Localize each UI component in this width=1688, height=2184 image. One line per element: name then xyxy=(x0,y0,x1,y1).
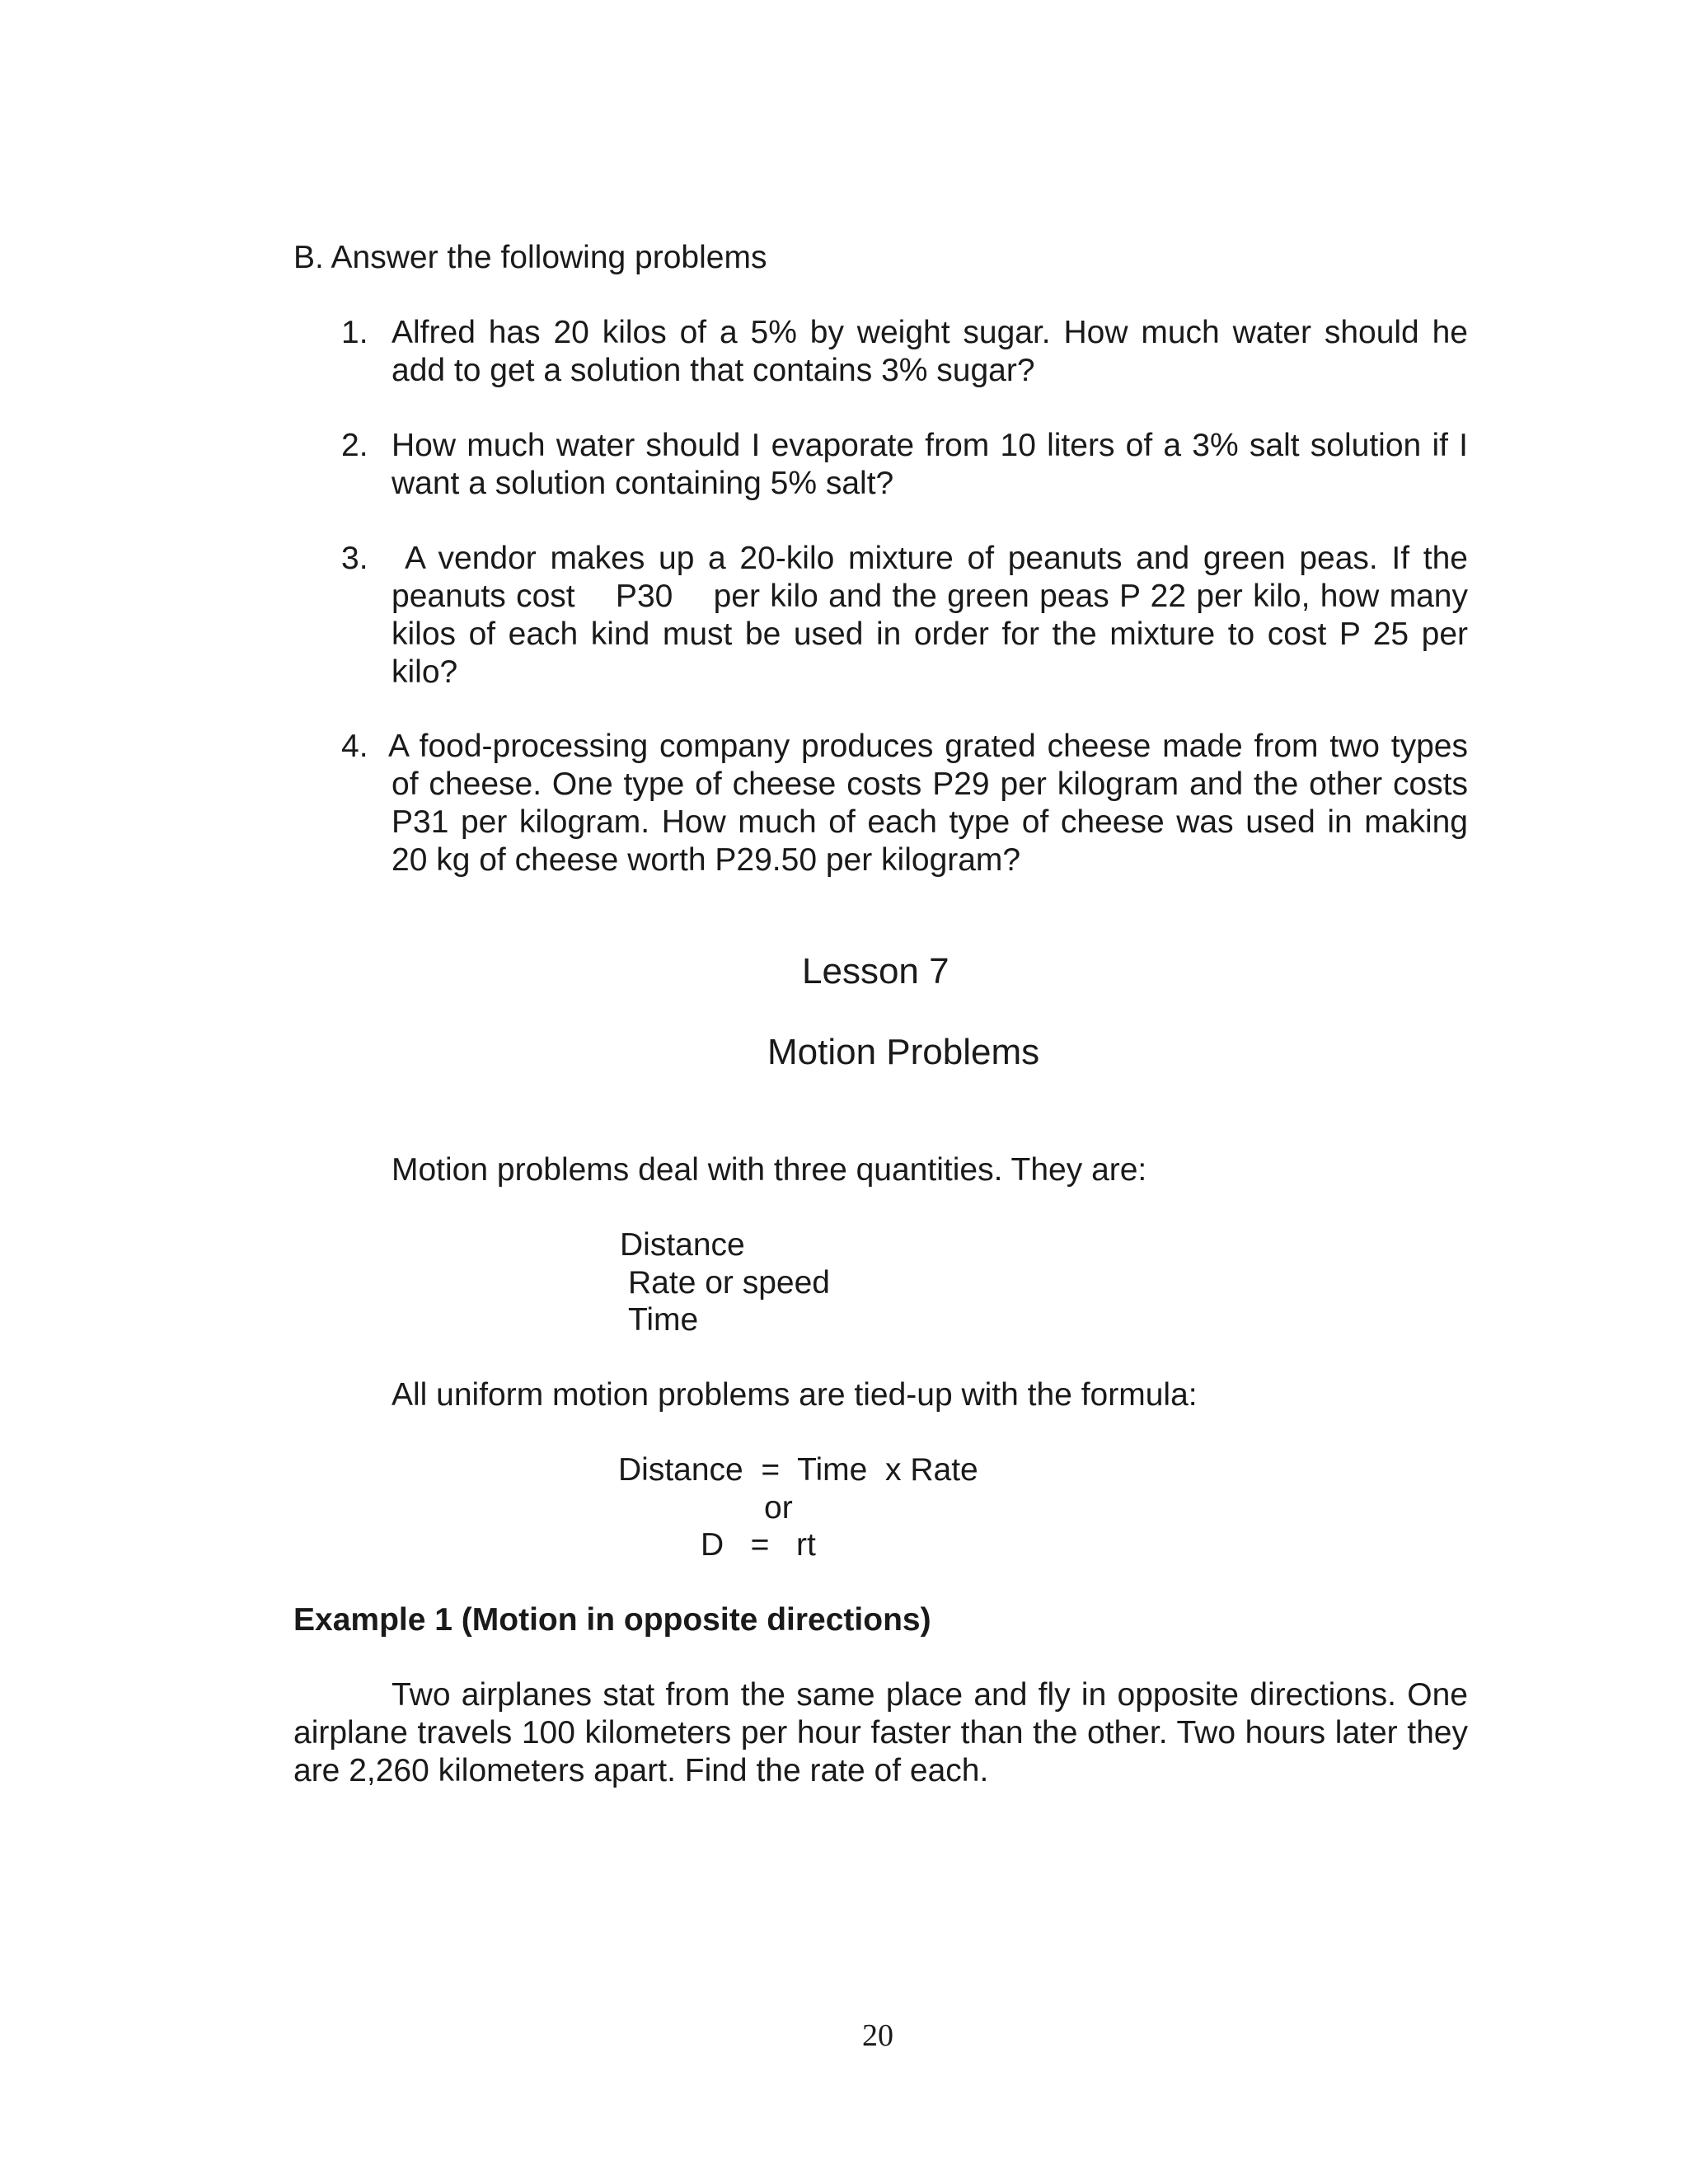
example-text: Two airplanes stat from the same place and fly in opposite directions. One airplane travels 100 kilometers per hour faster than the other. Two hours later they are 2,260 kilometers apart. Find the rate of each. xyxy=(293,1677,1468,1788)
quantity-item: Rate or speed xyxy=(628,1265,830,1301)
lesson-title: Motion Problems xyxy=(767,1032,1040,1072)
formula-line: Distance = Time x Rate xyxy=(618,1452,978,1488)
lesson-number: Lesson 7 xyxy=(802,951,950,991)
intro-text: Motion problems deal with three quantities. They are: xyxy=(392,1152,1147,1188)
problem-text: A food-processing company produces grated cheese made from two types of cheese. One type of cheese costs P29 per kilogram and the other costs P31 per kilogram. How much of each type of cheese was used in making 20 kg of cheese worth P29.50 per kilogram? xyxy=(388,729,1468,878)
problem-number: 1. xyxy=(341,315,368,350)
problem-text: How much water should I evaporate from 10 liters of a 3% salt solution if I want a solution containing 5% salt? xyxy=(392,428,1468,501)
page-number: 20 xyxy=(862,2018,893,2053)
formula-short: D = rt xyxy=(701,1527,816,1563)
section-heading: B. Answer the following problems xyxy=(293,240,767,275)
formula-intro: All uniform motion problems are tied-up with the formula: xyxy=(392,1377,1198,1413)
problem-number: 4. xyxy=(341,729,368,764)
problem-text: Alfred has 20 kilos of a 5% by weight sugar. How much water should he add to get a solution that contains 3% sugar? xyxy=(392,315,1468,388)
problem-number: 3. xyxy=(341,541,368,576)
example-heading: Example 1 (Motion in opposite directions) xyxy=(293,1602,931,1638)
problem-number: 2. xyxy=(341,428,368,463)
formula-or: or xyxy=(764,1490,793,1526)
problem-text: A vendor makes up a 20-kilo mixture of peanuts and green peas. If the peanuts cost P30 per kilo and the green peas P 22 per kilo, how many kilos of each kind must be used in order for the mixture to cost P 25 per kilo? xyxy=(392,541,1477,690)
quantity-item: Distance xyxy=(620,1227,745,1263)
quantity-item: Time xyxy=(628,1302,699,1338)
